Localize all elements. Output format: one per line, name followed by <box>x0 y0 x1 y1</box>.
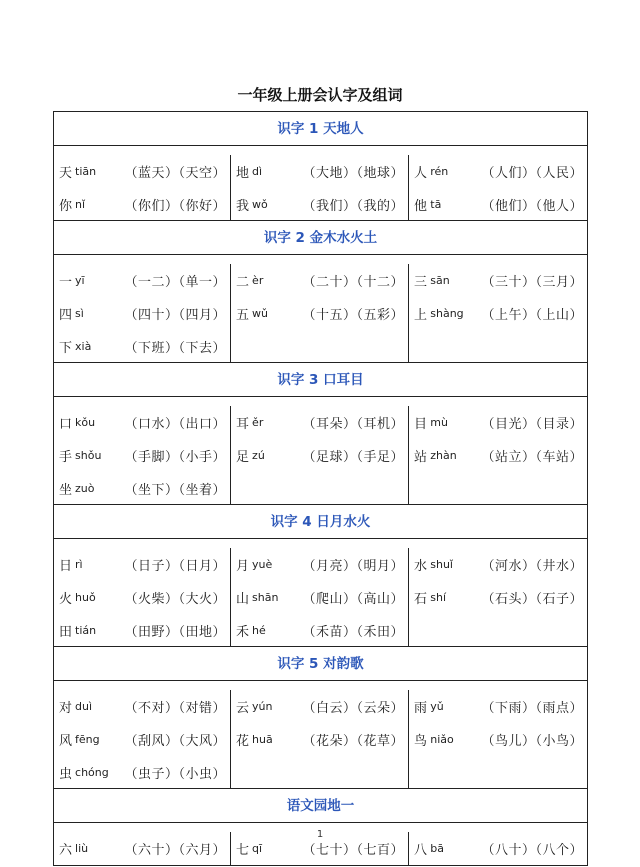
word-examples: （鸟儿）（小鸟） <box>481 734 583 749</box>
table-column <box>231 155 409 220</box>
table-column <box>231 690 409 788</box>
word-examples: （你们）（你好） <box>124 199 226 214</box>
pinyin: zú <box>252 449 265 462</box>
character: 禾 <box>236 625 250 640</box>
pinyin: yuè <box>252 558 273 571</box>
character-entry <box>59 264 226 297</box>
table-column <box>409 690 587 788</box>
character: 地 <box>236 166 250 181</box>
page-number: 1 <box>316 829 324 840</box>
word-examples: （四十）（四月） <box>124 308 226 323</box>
word-examples: （我们）（我的） <box>302 199 404 214</box>
pinyin: ěr <box>252 416 264 429</box>
character: 风 <box>59 734 73 749</box>
character-entry <box>59 581 226 614</box>
character-entry <box>414 155 583 188</box>
character: 天 <box>59 166 73 181</box>
word-examples: （口水）（出口） <box>124 417 226 432</box>
word-examples: （坐下）（坐着） <box>124 483 226 498</box>
character: 雨 <box>414 701 428 716</box>
character-entry <box>414 581 583 614</box>
pinyin: xià <box>75 340 92 353</box>
section-body <box>54 255 587 363</box>
pinyin: zhàn <box>430 449 457 462</box>
word-examples: （七十）（七百） <box>302 843 404 858</box>
pinyin: shí <box>430 591 447 604</box>
pinyin: wǔ <box>252 307 269 320</box>
character-entry <box>236 406 404 439</box>
pinyin: yǔ <box>430 700 444 713</box>
character: 四 <box>59 308 73 323</box>
word-examples: （不对）（对错） <box>124 701 226 716</box>
word-examples: （禾苗）（禾田） <box>302 625 404 640</box>
pinyin: wǒ <box>252 198 268 211</box>
word-examples: （爬山）（高山） <box>302 592 404 607</box>
character: 上 <box>414 308 428 323</box>
pinyin: rén <box>430 165 449 178</box>
character-entry <box>59 188 226 221</box>
character-entry <box>414 690 583 723</box>
word-examples: （足球）（手足） <box>302 450 404 465</box>
character: 云 <box>236 701 250 716</box>
character: 田 <box>59 625 73 640</box>
table-column <box>231 548 409 646</box>
pinyin: fēng <box>75 733 100 746</box>
table-column <box>231 406 409 504</box>
character-entry <box>414 439 583 472</box>
word-examples: （二十）（十二） <box>302 275 404 290</box>
character: 站 <box>414 450 428 465</box>
character-entry <box>59 472 226 505</box>
pinyin: qī <box>252 842 263 855</box>
character: 五 <box>236 308 250 323</box>
character: 七 <box>236 843 250 858</box>
pinyin: kǒu <box>75 416 96 429</box>
table-column <box>409 406 587 504</box>
character: 山 <box>236 592 250 607</box>
character-entry <box>59 690 226 723</box>
character-entry <box>236 690 404 723</box>
pinyin: rì <box>75 558 83 571</box>
word-examples: （三十）（三月） <box>481 275 583 290</box>
character: 火 <box>59 592 73 607</box>
word-examples: （上午）（上山） <box>481 308 583 323</box>
character-entry <box>59 330 226 363</box>
character: 手 <box>59 450 73 465</box>
section-header: 识字 3 口耳目 <box>54 363 587 397</box>
section-header: 识字 2 金木水火土 <box>54 221 587 255</box>
word-examples: （手脚）（小手） <box>124 450 226 465</box>
character: 坐 <box>59 483 73 498</box>
word-examples: （刮风）（大风） <box>124 734 226 749</box>
pinyin: shàng <box>430 307 464 320</box>
section-body <box>54 146 587 221</box>
character: 石 <box>414 592 428 607</box>
table-column <box>409 155 587 220</box>
character-entry <box>414 723 583 756</box>
word-examples: （白云）（云朵） <box>302 701 404 716</box>
character: 足 <box>236 450 250 465</box>
word-examples: （蓝天）（天空） <box>124 166 226 181</box>
word-examples: （耳朵）（耳机） <box>302 417 404 432</box>
word-examples: （火柴）（大火） <box>124 592 226 607</box>
character: 耳 <box>236 417 250 432</box>
table-column <box>409 264 587 362</box>
character-entry <box>414 406 583 439</box>
table-column <box>54 548 231 646</box>
table-column <box>231 264 409 362</box>
pinyin: chóng <box>75 766 109 779</box>
character: 我 <box>236 199 250 214</box>
word-examples: （下雨）（雨点） <box>481 701 583 716</box>
pinyin: huǒ <box>75 591 96 604</box>
character: 你 <box>59 199 73 214</box>
pinyin: èr <box>252 274 264 287</box>
page-title: 一年级上册会认字及组词 <box>237 86 403 104</box>
pinyin: niǎo <box>430 733 454 746</box>
character-entry <box>59 297 226 330</box>
vocabulary-table <box>53 111 588 866</box>
pinyin: mù <box>430 416 448 429</box>
word-examples: （目光）（目录） <box>481 417 583 432</box>
word-examples: （下班）（下去） <box>124 341 226 356</box>
character-entry <box>236 614 404 647</box>
character-entry <box>414 264 583 297</box>
word-examples: （他们）（他人） <box>481 199 583 214</box>
character-entry <box>59 548 226 581</box>
pinyin: nǐ <box>75 198 86 211</box>
pinyin: shǒu <box>75 449 102 462</box>
section-body <box>54 681 587 789</box>
character-entry <box>236 723 404 756</box>
pinyin: huā <box>252 733 273 746</box>
character-entry <box>236 188 404 221</box>
pinyin: dì <box>252 165 263 178</box>
table-column <box>54 264 231 362</box>
character: 鸟 <box>414 734 428 749</box>
pinyin: bā <box>430 842 444 855</box>
character-entry <box>59 439 226 472</box>
character: 下 <box>59 341 73 356</box>
word-examples: （田野）（田地） <box>124 625 226 640</box>
pinyin: duì <box>75 700 93 713</box>
character: 六 <box>59 843 73 858</box>
word-examples: （大地）（地球） <box>302 166 404 181</box>
word-examples: （人们）（人民） <box>481 166 583 181</box>
character: 二 <box>236 275 250 290</box>
table-column <box>409 548 587 646</box>
character-entry <box>59 756 226 789</box>
pinyin: tiān <box>75 165 97 178</box>
character-entry <box>236 439 404 472</box>
character-entry <box>236 155 404 188</box>
character: 日 <box>59 559 73 574</box>
character-entry <box>59 723 226 756</box>
pinyin: zuò <box>75 482 95 495</box>
word-examples: （月亮）（明月） <box>302 559 404 574</box>
table-column <box>54 155 231 220</box>
character: 水 <box>414 559 428 574</box>
word-examples: （日子）（日月） <box>124 559 226 574</box>
word-examples: （站立）（车站） <box>481 450 583 465</box>
section-body <box>54 539 587 647</box>
section-header: 语文园地一 <box>54 789 587 823</box>
character-entry <box>236 297 404 330</box>
character: 目 <box>414 417 428 432</box>
pinyin: tián <box>75 624 97 637</box>
pinyin: liù <box>75 842 89 855</box>
section-body <box>54 397 587 505</box>
pinyin: shuǐ <box>430 558 453 571</box>
character-entry <box>414 548 583 581</box>
word-examples: （八十）（八个） <box>481 843 583 858</box>
section-header: 识字 1 天地人 <box>54 112 587 146</box>
character: 他 <box>414 199 428 214</box>
character: 虫 <box>59 767 73 782</box>
character: 月 <box>236 559 250 574</box>
pinyin: yī <box>75 274 85 287</box>
word-examples: （虫子）（小虫） <box>124 767 226 782</box>
table-column <box>54 690 231 788</box>
character: 对 <box>59 701 73 716</box>
pinyin: shān <box>252 591 279 604</box>
word-examples: （六十）（六月） <box>124 843 226 858</box>
pinyin: sān <box>430 274 450 287</box>
character-entry <box>59 155 226 188</box>
word-examples: （一二）（单一） <box>124 275 226 290</box>
character-entry <box>414 188 583 221</box>
pinyin: sì <box>75 307 84 320</box>
character: 花 <box>236 734 250 749</box>
character-entry <box>236 581 404 614</box>
character: 八 <box>414 843 428 858</box>
word-examples: （河水）（井水） <box>481 559 583 574</box>
pinyin: yún <box>252 700 273 713</box>
character-entry <box>236 548 404 581</box>
character-entry <box>59 614 226 647</box>
pinyin: hé <box>252 624 266 637</box>
pinyin: tā <box>430 198 442 211</box>
character: 人 <box>414 166 428 181</box>
character: 三 <box>414 275 428 290</box>
character: 一 <box>59 275 73 290</box>
character-entry <box>414 297 583 330</box>
section-header: 识字 4 日月水火 <box>54 505 587 539</box>
word-examples: （花朵）（花草） <box>302 734 404 749</box>
word-examples: （十五）（五彩） <box>302 308 404 323</box>
section-header: 识字 5 对韵歌 <box>54 647 587 681</box>
character: 口 <box>59 417 73 432</box>
table-column <box>54 406 231 504</box>
word-examples: （石头）（石子） <box>481 592 583 607</box>
character-entry <box>59 406 226 439</box>
character-entry <box>236 264 404 297</box>
